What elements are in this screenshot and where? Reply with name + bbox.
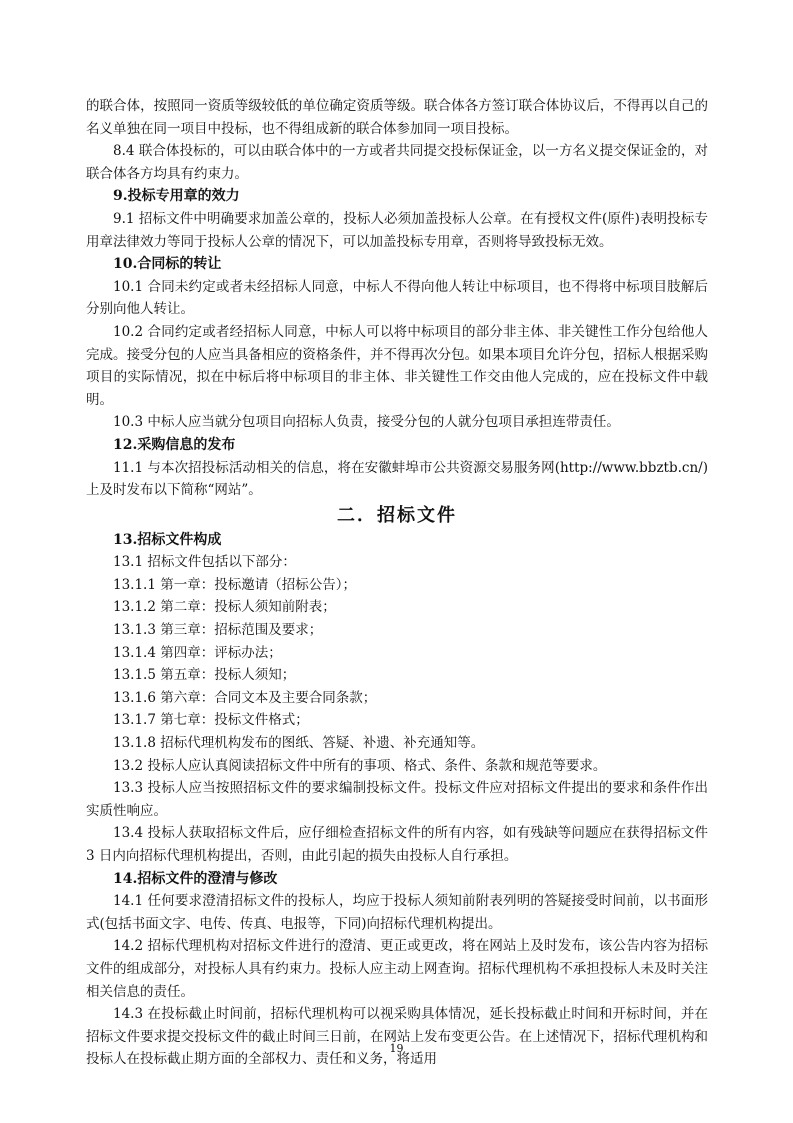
paragraph: 14.1 任何要求澄清招标文件的投标人，均应于投标人须知前附表列明的答疑接受时间前，以书面形式(包括书面文字、电传、传真、电报等，下同)向招标代理机构提出。 — [86, 893, 708, 932]
paragraph: 9.1 招标文件中明确要求加盖公章的，投标人必须加盖投标人公章。在有授权文件(原件)表明投标专用章法律效力等同于投标人公章的情况下，可以加盖投标专用章，否则将导致投标无效。 — [86, 210, 708, 250]
clause-heading: 12.采购信息的发布 — [113, 436, 236, 453]
list-item: 13.1.3 第三章：招标范围及要求； — [113, 622, 323, 639]
paragraph: 14.2 招标代理机构对招标文件进行的澄清、更正或更改，将在网站上及时发布，该公告内容为招标文件的组成部分，对投标人具有约束力。投标人应主动上网查询。招标代理机构不承担投标人未及时关注相关信息的责任。 — [86, 938, 708, 1000]
paragraph: 10.3 中标人应当就分包项目向招标人负责，接受分包的人就分包项目承担连带责任。 — [113, 414, 620, 431]
section-title: 二．招标文件 — [337, 504, 457, 526]
clause-heading: 13.招标文件构成 — [113, 531, 222, 548]
paragraph: 11.1 与本次招投标活动相关的信息，将在安徽蚌埠市公共资源交易服务网(http://www.bbztb.cn/)上及时发布以下简称“网站”。 — [86, 459, 708, 499]
list-item: 13.1 招标文件包括以下部分： — [113, 554, 296, 571]
page-number: 19 — [389, 1042, 404, 1055]
list-item: 13.1.6 第六章：合同文本及主要合同条款； — [113, 689, 377, 706]
clause-heading: 14.招标文件的澄清与修改 — [113, 870, 278, 887]
paragraph: 8.4 联合体投标的，可以由联合体中的一方或者共同提交投标保证金，以一方名义提交保证金的，对联合体各方均具有约束力。 — [86, 143, 708, 182]
list-item: 13.1.2 第二章：投标人须知前附表； — [113, 599, 336, 616]
clause-heading: 10.合同标的转让 — [113, 256, 222, 273]
list-item: 13.1.4 第四章：评标办法； — [113, 644, 282, 661]
paragraph: 14.3 在投标截止时间前，招标代理机构可以视采购具体情况，延长投标截止时间和开标时间，并在招标文件要求提交投标文件的截止时间三日前，在网站上发布变更公告。在上述情况下，招标代理机构和投标人在投标截止期方面的全部权力、责任和义务，将适用 — [86, 1006, 708, 1068]
paragraph: 的联合体，按照同一资质等级较低的单位确定资质等级。联合体各方签订联合体协议后，不得再以自己的名义单独在同一项目中投标，也不得组成新的联合体参加同一项目投标。 — [86, 98, 708, 137]
paragraph: 13.4 投标人获取招标文件后，应仔细检查招标文件的所有内容，如有残缺等问题应在获得招标文件 3 日内向招标代理机构提出，否则，由此引起的损失由投标人自行承担。 — [86, 825, 708, 864]
list-item: 13.1.8 招标代理机构发布的图纸、答疑、补遗、补充通知等。 — [113, 735, 485, 752]
document-body — [86, 95, 708, 1071]
list-item: 13.1.5 第五章：投标人须知； — [113, 667, 296, 684]
list-item: 13.1.7 第七章：投标文件格式； — [113, 712, 309, 729]
paragraph: 13.2 投标人应认真阅读招标文件中所有的事项、格式、条件、条款和规范等要求。 — [113, 757, 607, 774]
paragraph: 10.1 合同未约定或者未经招标人同意，中标人不得向他人转让中标项目，也不得将中标项目肢解后分别向他人转让。 — [86, 278, 708, 318]
paragraph: 10.2 合同约定或者经招标人同意，中标人可以将中标项目的部分非主体、非关键性工作分包给他人完成。接受分包的人应当具备相应的资格条件，并不得再次分包。如果本项目允许分包，招标人根据采购项目的实际情况，拟在中标后将中标项目的非主体、非关键性工作交由他人完成的，应在投标文件中载明。 — [86, 323, 708, 408]
list-item: 13.1.1 第一章：投标邀请（招标公告）； — [113, 576, 356, 593]
paragraph: 13.3 投标人应当按照招标文件的要求编制投标文件。投标文件应对招标文件提出的要求和条件作出实质性响应。 — [86, 780, 708, 819]
clause-heading: 9.投标专用章的效力 — [113, 188, 240, 205]
